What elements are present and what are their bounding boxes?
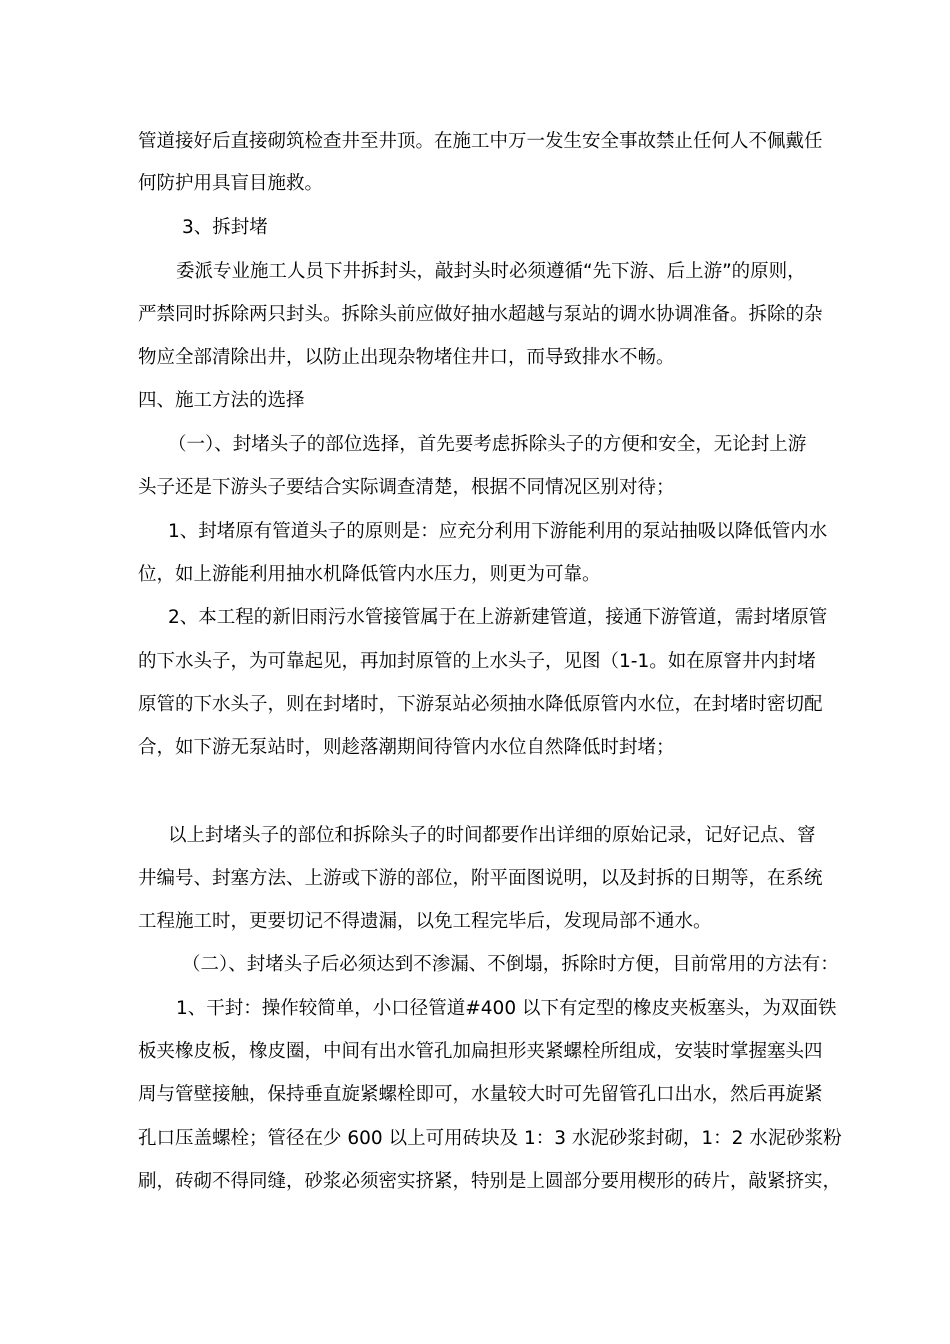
text-line: 物应全部清除出井，以防止出现杂物堵住井口，而导致排水不畅。 — [138, 347, 675, 368]
text-line: （一）、封堵头子的部位选择，首先要考虑拆除头子的方便和安全，无论封上游 — [168, 434, 807, 455]
text-line: 工程施工时，更要切记不得遗漏，以免工程完毕后，发现局部不通水。 — [138, 911, 712, 932]
text-line: 1、封堵原有管道头子的原则是：应充分利用下游能利用的泵站抽吸以降低管内水 — [168, 521, 828, 542]
text-line: 刷，砖砌不得同缝，砂浆必须密实挤紧，特别是上圆部分要用楔形的砖片，敲紧挤实， — [138, 1171, 842, 1192]
text-line: 孔口压盖螺栓；管径在少 600 以上可用砖块及 1：3 水泥砂浆封砌，1：2 水泥砂浆粉 — [138, 1128, 842, 1149]
text-line: 井编号、封塞方法、上游或下游的部位，附平面图说明，以及封拆的日期等，在系统 — [138, 868, 823, 889]
text-line: 管道接好后直接砌筑检查井至井顶。在施工中万一发生安全事故禁止任何人不佩戴任 — [138, 131, 823, 152]
text-line: 周与管壁接触，保持垂直旋紧螺栓即可，水量较大时可先留管孔口出水，然后再旋紧 — [138, 1084, 823, 1105]
text-line: 以上封堵头子的部位和拆除头子的时间都要作出详细的原始记录，记好记点、窨 — [168, 825, 816, 846]
section-heading: 四、施工方法的选择 — [138, 390, 305, 411]
text-line: 2、本工程的新旧雨污水管接管属于在上游新建管道，接通下游管道，需封堵原管 — [168, 607, 828, 628]
text-line: 的下水头子，为可靠起见，再加封原管的上水头子，见图（1-1。如在原窨井内封堵 — [138, 651, 816, 672]
section-heading: 3、拆封堵 — [182, 217, 268, 238]
text-line: 原管的下水头子，则在封堵时，下游泵站必须抽水降低原管内水位，在封堵时密切配 — [138, 694, 823, 715]
text-line: 合，如下游无泵站时，则趁落潮期间待管内水位自然降低时封堵； — [138, 737, 675, 758]
text-line: 1、干封：操作较简单，小口径管道#400 以下有定型的橡皮夹板塞头，为双面铁 — [176, 998, 837, 1019]
text-line: 头子还是下游头子要结合实际调查清楚，根据不同情况区别对待； — [138, 477, 675, 498]
text-line: 委派专业施工人员下井拆封头，敲封头时必须遵循“先下游、后上游”的原则， — [176, 261, 806, 282]
text-line: 严禁同时拆除两只封头。拆除头前应做好抽水超越与泵站的调水协调准备。拆除的杂 — [138, 304, 823, 325]
text-line: 何防护用具盲目施救。 — [138, 173, 324, 194]
text-line: 板夹橡皮板，橡皮圈，中间有出水管孔加扁担形夹紧螺栓所组成，安装时掌握塞头四 — [138, 1041, 823, 1062]
text-line: 位，如上游能利用抽水机降低管内水压力，则更为可靠。 — [138, 564, 601, 585]
text-line: （二）、封堵头子后必须达到不渗漏、不倒塌，拆除时方便，目前常用的方法有： — [182, 954, 839, 975]
